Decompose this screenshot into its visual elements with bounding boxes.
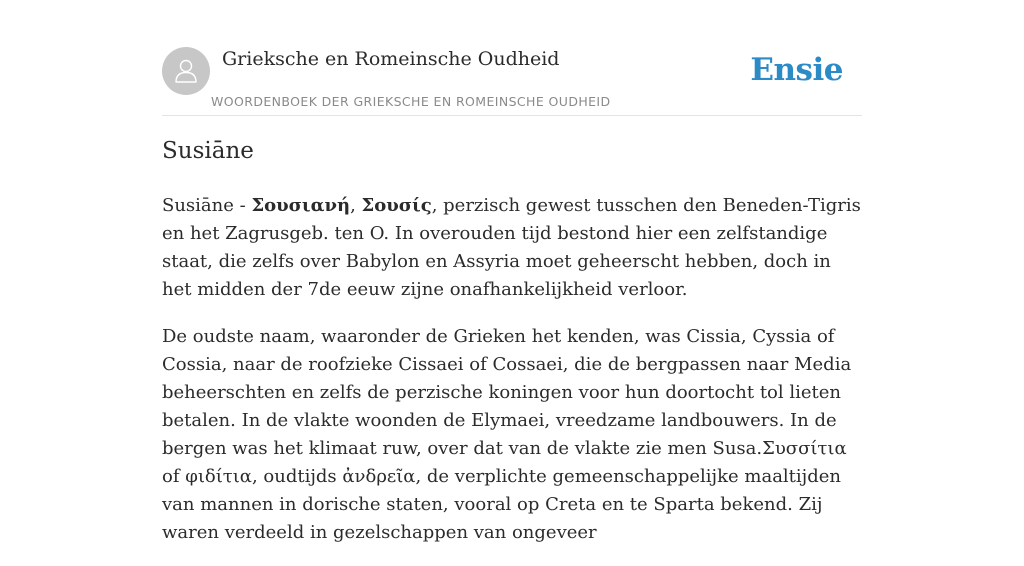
comma: , <box>350 195 362 216</box>
entry-content <box>162 192 866 566</box>
entry-title: Susiāne <box>162 138 254 164</box>
user-icon <box>171 56 201 86</box>
paragraph-1 <box>162 192 866 304</box>
brand-logo[interactable]: Ensie <box>750 52 843 88</box>
greek-term-1: Σουσιανή <box>251 195 351 216</box>
avatar[interactable] <box>162 47 210 95</box>
greek-term-2: Σουσίς <box>361 195 432 216</box>
source-title[interactable]: Grieksche en Romeinsche Oudheid <box>222 48 560 70</box>
paragraph-1-text: , perzisch gewest tusschen den Beneden-Tigris en het Zagrusgeb. ten O. In overouden tijd bestond hier een zelfstandige staat, die zelfs over Babylon en Assyria moet geheerscht hebben, doch in het midden der 7de eeuw zijne onafhankelijkheid verloor. <box>162 195 861 300</box>
header <box>162 46 862 116</box>
paragraph-2: De oudste naam, waaronder de Grieken het kenden, was Cissia, Cyssia of Cossia, naar de roofzieke Cissaei of Cossaei, die de bergpassen naar Media beheerschten en zelfs de perzische koningen voor hun doortocht tol lieten betalen. In de vlakte woonden de Elymaei, vreedzame landbouwers. In de bergen was het klimaat ruw, over dat van de vlakte zie men Susa.Συσσίτια of φιδίτια, oudtijds ἀνδρεῖα, de verplichte gemeenschappelijke maaltijden van mannen in dorische staten, vooral op Creta en te Sparta bekend. Zij waren verdeeld in gezelschappen van ongeveer <box>162 326 852 543</box>
lemma: Susiāne <box>162 195 234 216</box>
source-subtitle: WOORDENBOEK DER GRIEKSCHE EN ROMEINSCHE OUDHEID <box>211 94 611 109</box>
separator: - <box>233 195 252 216</box>
